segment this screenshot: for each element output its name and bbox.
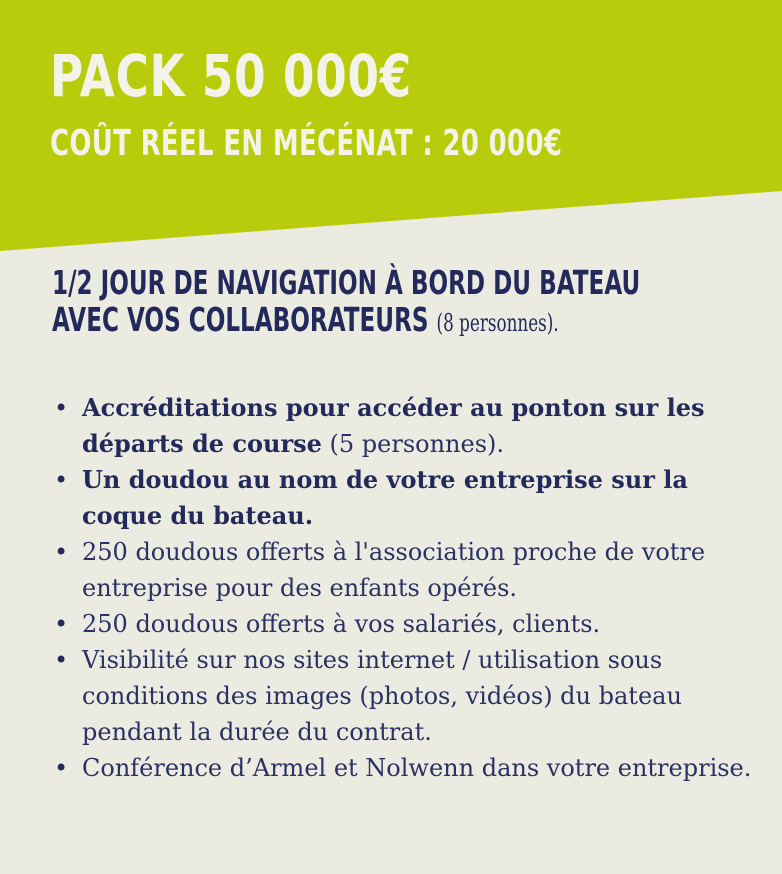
intro-heading [52,264,782,342]
benefit-bold-text: Accréditations pour accéder au ponton sur les départs de course [82,393,705,458]
bullet-icon: • [54,538,69,566]
benefit-item [52,750,752,786]
benefit-normal-text: Visibilité sur nos sites internet / utilisation sous conditions des images (photos, vidéos) du bateau pendant la durée du contrat. [82,646,682,746]
benefit-item [52,606,752,642]
intro-note: (8 personnes). [436,309,559,337]
bullet-icon: • [54,610,69,638]
benefit-item [52,534,752,606]
bullet-icon: • [54,466,69,494]
pack-title: PACK 50 000€ [50,42,413,110]
benefit-normal-text: (5 personnes). [321,430,505,458]
intro-line-2-text: AVEC VOS COLLABORATEURS [52,300,429,339]
pack-header [50,44,761,164]
bullet-icon: • [54,646,69,674]
intro-line-2 [52,301,640,342]
pack-cost-subtitle: COÛT RÉEL EN MÉCÉNAT : 20 000€ [50,123,563,164]
benefit-item [52,642,752,750]
bullet-icon: • [54,394,69,422]
benefit-bold-text: Un doudou au nom de votre entreprise sur la coque du bateau. [82,465,688,530]
benefits-list [52,390,752,786]
benefit-item [52,462,752,534]
intro-line-1: 1/2 JOUR DE NAVIGATION À BORD DU BATEAU [52,263,641,302]
benefit-item [52,390,752,462]
benefit-normal-text: 250 doudous offerts à l'association proche de votre entreprise pour des enfants opérés. [82,538,706,602]
benefit-normal-text: 250 doudous offerts à vos salariés, clients. [82,610,601,638]
benefit-normal-text: Conférence d’Armel et Nolwenn dans votre entreprise. [82,754,752,782]
bullet-icon: • [54,754,69,782]
